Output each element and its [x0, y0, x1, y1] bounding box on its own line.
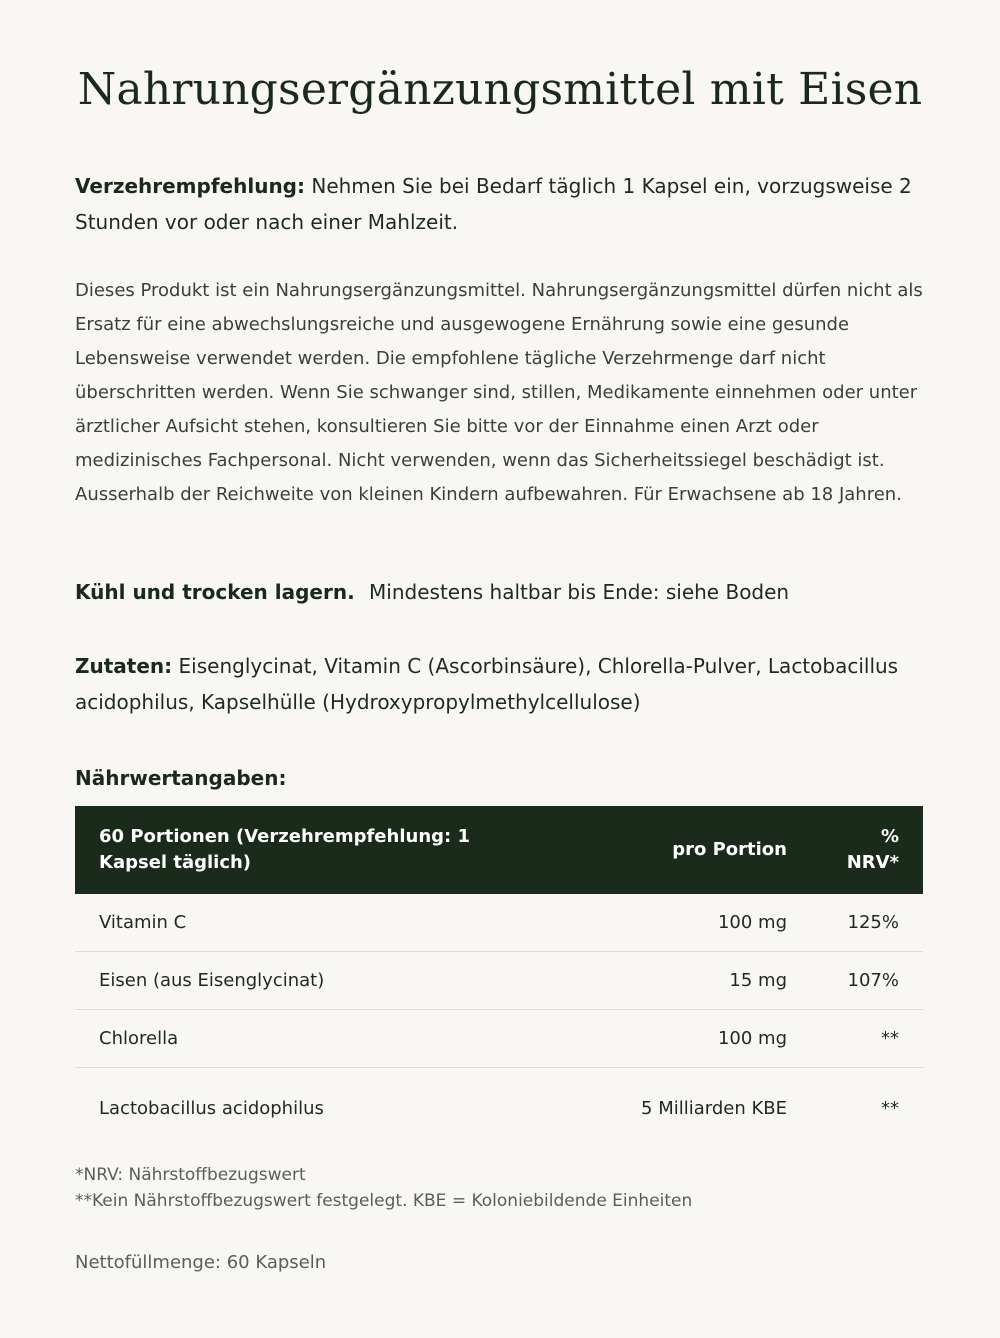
ingredients-label: Zutaten: — [75, 654, 173, 678]
usage-text: Nehmen Sie bei Bedarf täglich 1 Kapsel ein, vorzugsweise 2 Stunden vor oder nach einer Mahlzeit. — [75, 174, 912, 234]
nutrient-name: Vitamin C — [75, 894, 575, 952]
storage-info — [75, 574, 925, 610]
nutrient-name: Chlorella — [75, 1010, 575, 1068]
nutrient-nrv: 125% — [805, 894, 923, 952]
nutrient-nrv: ** — [881, 1098, 899, 1119]
net-content: Nettofüllmenge: 60 Kapseln — [75, 1252, 327, 1273]
footnote-nrv: *NRV: Nährstoffbezugswert — [75, 1165, 306, 1185]
footnote-no-nrv: **Kein Nährstoffbezugswert festgelegt. KBE = Koloniebildende Einheiten — [75, 1191, 693, 1211]
header-servings: 60 Portionen (Verzehrempfehlung: 1 Kapsel täglich) — [75, 806, 575, 894]
ingredients-text: Eisenglycinat, Vitamin C (Ascorbinsäure), Chlorella-Pulver, Lactobacillus acidophilus, Kapselhülle (Hydroxypropylmethylcellulose) — [75, 654, 899, 714]
nutrient-name: Lactobacillus acidophilus — [99, 1098, 324, 1119]
nutrient-nrv: 107% — [805, 952, 923, 1010]
nutrient-amount: 100 mg — [575, 894, 805, 952]
storage-text: Mindestens haltbar bis Ende: siehe Boden — [369, 580, 790, 604]
storage-label: Kühl und trocken lagern. — [75, 580, 355, 604]
header-per-portion: pro Portion — [575, 806, 805, 894]
page-title: Nahrungsergänzungsmittel mit Eisen — [77, 64, 923, 115]
nutrient-name: Eisen (aus Eisenglycinat) — [75, 952, 575, 1010]
nutrient-amount: 15 mg — [575, 952, 805, 1010]
usage-label: Verzehrempfehlung: — [75, 174, 305, 198]
table-row — [75, 952, 923, 1010]
disclaimer-text: Dieses Produkt ist ein Nahrungsergänzungsmittel. Nahrungsergänzungsmittel dürfen nicht als Ersatz für eine abwechslungsreiche und ausgewogene Ernährung sowie eine gesunde Lebensweise verwendet werden. Die empfohlene tägliche Verzehrmenge darf nicht überschritten werden. Wenn Sie schwanger sind, stillen, Medikamente einnehmen oder unter ärztlicher Aufsicht stehen, konsultieren Sie bitte vor der Einnahme einen Arzt oder medizinisches Fachpersonal. Nicht verwenden, wenn das Sicherheitssiegel beschädigt ist. Ausserhalb der Reichweite von kleinen Kindern aufbewahren. Für Erwachsene ab 18 Jahren. — [75, 280, 923, 505]
footnotes — [75, 1162, 925, 1214]
table-row — [75, 894, 923, 952]
nutrient-nrv: ** — [805, 1010, 923, 1068]
header-nrv: % NRV* — [805, 806, 923, 894]
usage-recommendation — [75, 168, 925, 240]
nutrient-amount: 5 Milliarden KBE — [641, 1098, 787, 1119]
ingredients — [75, 648, 925, 720]
nutrition-table-header — [75, 806, 923, 894]
nutrition-heading: Nährwertangaben: — [75, 766, 287, 790]
nutrition-table — [75, 806, 923, 1150]
table-row — [75, 1068, 923, 1151]
nutrient-amount: 100 mg — [575, 1010, 805, 1068]
table-row — [75, 1010, 923, 1068]
